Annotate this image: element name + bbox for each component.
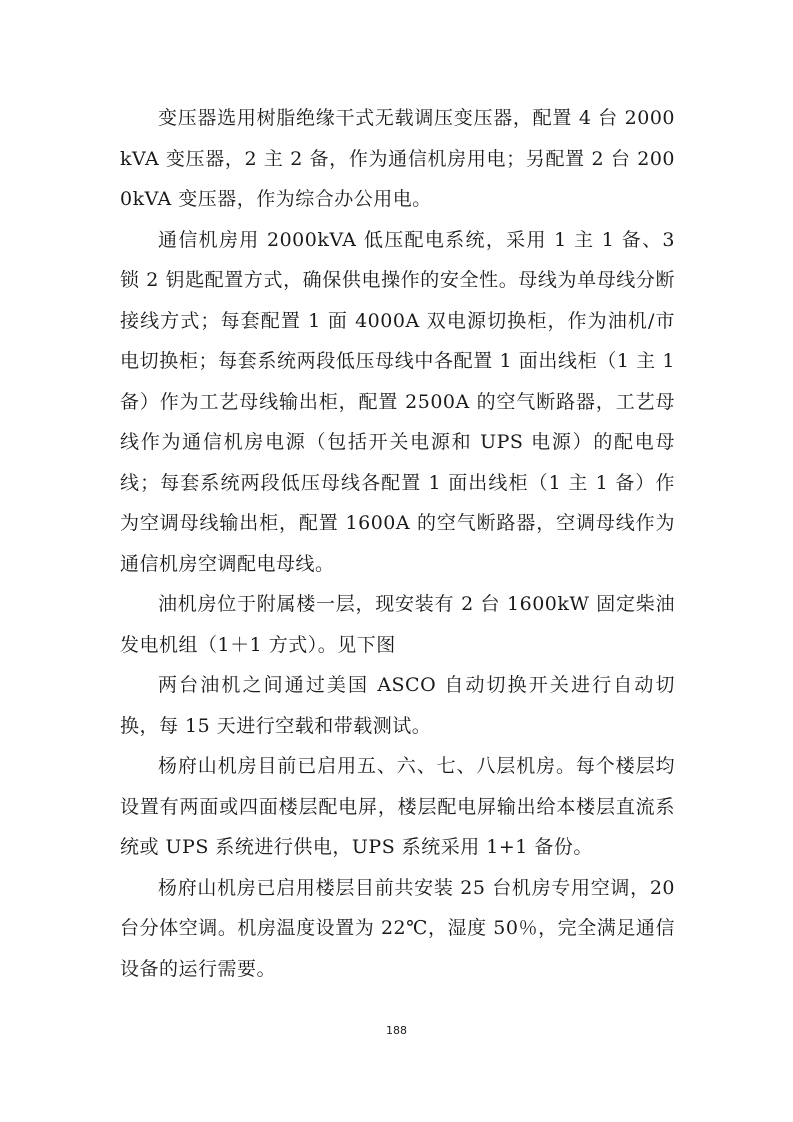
paragraph-transformers: 变压器选用树脂绝缘干式无载调压变压器，配置 4 台 2000kVA 变压器，2 主 2 备，作为通信机房用电；另配置 2 台 2000kVA 变压器，作为综合办公用电。 <box>120 107 675 210</box>
paragraph-floor-distribution: 杨府山机房目前已启用五、六、七、八层机房。每个楼层均设置有两面或四面楼层配电屏，楼层配电屏输出给本楼层直流系统或 UPS 系统进行供电，UPS 系统采用 1+1 备份。 <box>120 755 675 858</box>
page-number: 188 <box>386 1024 407 1037</box>
paragraph-air-conditioning: 杨府山机房已启用楼层目前共安装 25 台机房专用空调，20 台分体空调。机房温度设置为 22℃，湿度 50％，完全满足通信设备的运行需要。 <box>120 876 675 980</box>
paragraph-low-voltage-distribution: 通信机房用 2000kVA 低压配电系统，采用 1 主 1 备、3 锁 2 钥匙配置方式，确保供电操作的安全性。母线为单母线分断接线方式；每套配置 1 面 4000A 双电源切换柜，作为油机/市电切换柜；每套系统两段低压母线中各配置 1 面出线柜（1 主 1 备）作为工艺母线输出柜，配置 2500A 的空气断路器，工艺母线作为通信机房电源（包括开关电源和 UPS 电源）的配电母线；每套系统两段低压母线各配置 1 面出线柜（1 主 1 备）作为空调母线输出柜，配置 1600A 的空气断路器，空调母线作为通信机房空调配电母线。 <box>120 228 675 575</box>
paragraph-auto-transfer-switch: 两台油机之间通过美国 ASCO 自动切换开关进行自动切换，每 15 天进行空载和带载测试。 <box>120 674 675 737</box>
paragraph-generator-room: 油机房位于附属楼一层，现安装有 2 台 1600kW 固定柴油发电机组（1＋1 方式）。见下图 <box>120 593 675 656</box>
body-text <box>120 98 675 989</box>
